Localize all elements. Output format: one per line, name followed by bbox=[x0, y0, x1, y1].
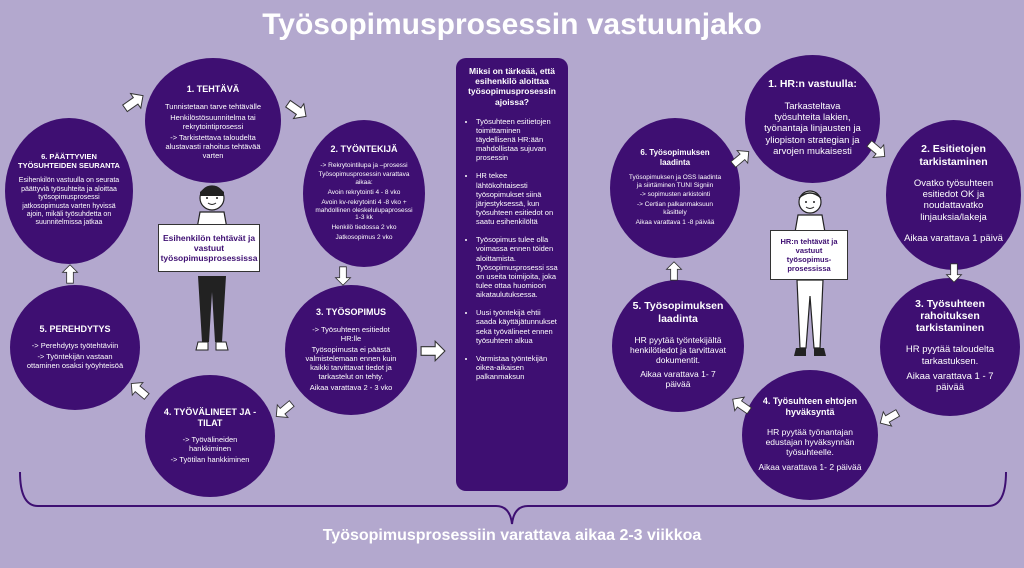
page-title: Työsopimusprosessin vastuunjako bbox=[262, 8, 762, 41]
step-line: -> sopimusten arkistointi bbox=[639, 191, 711, 199]
hr-step-esitiedot bbox=[886, 120, 1021, 270]
step-line: -> Tarkistettava taloudelta alustavasti rahoitus tehtävää varten bbox=[165, 132, 261, 160]
hr-step-laadinta-signi bbox=[610, 118, 740, 258]
step-line: -> Työvälineiden hankkiminen bbox=[182, 434, 238, 453]
why-list bbox=[464, 117, 560, 382]
step-line: Tunnistetaan tarve tehtävälle bbox=[164, 101, 262, 111]
hr-step-laadinta bbox=[612, 280, 744, 412]
manager-sign: Esihenkilön tehtävät ja vastuut työsopimusprosessissa bbox=[158, 224, 260, 272]
arrow-up-icon bbox=[665, 261, 683, 281]
step-line: Työsopimusprosessin varattava aikaa: bbox=[318, 171, 410, 187]
step-heading: 1. HR:n vastuulla: bbox=[768, 78, 857, 91]
step-line: Työsopimuksen ja OSS laadinta ja siirtäminen TUNI Signiin bbox=[628, 173, 722, 189]
step-heading: 2. Esitietojen tarkistaminen bbox=[919, 143, 988, 168]
why-item: • Varmistaa työntekijän oikea-aikaisen palkanmaksun bbox=[476, 354, 560, 381]
step-heading: 6. Työsopimuksen laadinta bbox=[640, 148, 710, 167]
step-line: -> Työsuhteen esitiedot HR:lle bbox=[312, 324, 390, 343]
hr-step-vastuulla bbox=[745, 55, 880, 183]
step-heading: 5. PEREHDYTYS bbox=[39, 323, 111, 334]
step-heading: 5. Työsopimuksen laadinta bbox=[632, 300, 724, 325]
step-heading: 6. PÄÄTTYVIEN TYÖSUHTEIDEN SEURANTA bbox=[18, 152, 120, 170]
step-heading: 4. Työsuhteen ehtojen hyväksyntä bbox=[762, 396, 858, 417]
step-line: HR pyytää taloudelta tarkastuksen. bbox=[905, 344, 995, 367]
hr-step-rahoitus bbox=[880, 278, 1020, 416]
manager-figure-illustration bbox=[184, 182, 240, 362]
step-line: -> Rekrytointilupa ja –prosessi bbox=[320, 161, 408, 169]
step-line: HR pyytää työntekijältä henkilötiedot ja tarvittavat dokumentit. bbox=[630, 334, 726, 365]
step-tyontekija bbox=[303, 120, 425, 267]
step-line: Aikaa varattava 1- 2 päivää bbox=[758, 461, 862, 472]
step-line: -> Työntekijän vastaan ottaminen osaksi työyhteisöä bbox=[26, 352, 124, 371]
step-heading: 4. TYÖVÄLINEET JA -TILAT bbox=[163, 407, 257, 428]
arrow-down-icon bbox=[945, 263, 963, 283]
step-seuranta bbox=[5, 118, 133, 264]
why-item: • HR tekee lähtökohtaisesti työsopimukset siinä järjestyksessä, kun työsuhteen esitiedot on saatu esihenkilöltä bbox=[476, 171, 560, 226]
step-heading: 2. TYÖNTEKIJÄ bbox=[330, 144, 398, 155]
why-item: • Uusi työntekijä ehtii saada käyttäjätunnukset sekä työvälineet ennen työsuhteen alkua bbox=[476, 308, 560, 345]
why-item: • Työsuhteen esitietojen toimittaminen täydellisenä HR:ään mahdollistaa sujuvan prosessin bbox=[476, 117, 560, 163]
step-heading: 3. Työsuhteen rahoituksen tarkistaminen bbox=[915, 298, 985, 335]
step-line: -> Certian palkanmaksuun käsittely bbox=[636, 201, 714, 216]
why-item: • Työsopimus tulee olla voimassa ennen töiden aloittamista. Työsopimusprosessi ssa on useita toimijoita, joka tulee ottaa huomioon aikataulutuksessa. bbox=[476, 235, 560, 299]
step-line: Aikaa varattava 2 - 3 vko bbox=[309, 382, 393, 392]
arrow-left-down-icon bbox=[269, 395, 299, 424]
arrow-up-icon bbox=[61, 264, 79, 284]
step-line: -> Perehdytys työtehtäviin bbox=[31, 341, 119, 351]
step-line: Henkilöstösuunnitelma tai rekrytointiprosessi bbox=[170, 112, 256, 131]
arrow-right-icon bbox=[281, 95, 312, 125]
step-line: Työsopimusta ei päästä valmistelemaan ennen kuin kaikki tarvittavat tiedot ja tarkastelut on tehty. bbox=[305, 344, 397, 381]
step-perehdytys bbox=[10, 285, 140, 410]
bottom-brace bbox=[18, 470, 1008, 530]
step-tyosopimus bbox=[285, 285, 417, 415]
why-question: Miksi on tärkeää, että esihenkilö aloittaa työsopimusprosessin ajoissa? bbox=[468, 66, 556, 107]
arrow-right-icon bbox=[420, 340, 446, 362]
step-line: Avoin kv-rekrytointi 4 -8 vko + mahdollinen oleskelulupaprosessi 1-3 kk bbox=[315, 198, 413, 222]
step-line: Tarkasteltava työsuhteita lakien, työnantaja linjausten ja yliopiston strategian ja arvojen mukaisesti bbox=[764, 100, 861, 158]
step-line: -> Työtilan hankkiminen bbox=[170, 454, 250, 464]
step-line: Aikaa varattava 1- 7 päivää bbox=[640, 369, 716, 390]
bottom-caption: Työsopimusprosessiin varattava aikaa 2-3 viikkoa bbox=[322, 527, 702, 544]
step-line: Henkilö tiedossa 2 vko bbox=[331, 224, 397, 232]
step-heading: 3. TYÖSOPIMUS bbox=[315, 307, 386, 318]
step-line: Aikaa varattava 1 -8 päivää bbox=[635, 218, 715, 226]
why-box bbox=[456, 58, 568, 491]
step-line: Aikaa varattava 1 päivä bbox=[904, 233, 1003, 245]
step-line: Avoin rekrytointi 4 - 8 vko bbox=[327, 188, 401, 196]
step-line: HR pyytää työnantajan edustajan hyväksynnän työsuhteelle. bbox=[765, 426, 855, 458]
hr-sign: HR:n tehtävät ja vastuut työsopimus-prosessissa bbox=[770, 230, 848, 280]
step-heading: 1. TEHTÄVÄ bbox=[186, 84, 240, 95]
step-tehtava bbox=[145, 58, 281, 183]
arrow-down-icon bbox=[334, 266, 352, 286]
step-line: Ovatko työsuhteen esitiedot OK ja noudattavatko linjauksia/lakeja bbox=[913, 177, 994, 223]
step-line: Jatkosopimus 2 vko bbox=[335, 233, 393, 241]
step-line: Aikaa varattava 1 - 7 päivää bbox=[906, 371, 994, 394]
step-line: Esihenkilön vastuulla on seurata päättyviä työsuhteita ja aloittaa työsopimusprosessi jatkosopimusta varten hyvissä ajoin, mikäli työsuhdetta on suunnitelmissa jatkaa bbox=[18, 177, 120, 227]
arrow-left-down-icon bbox=[874, 404, 903, 432]
